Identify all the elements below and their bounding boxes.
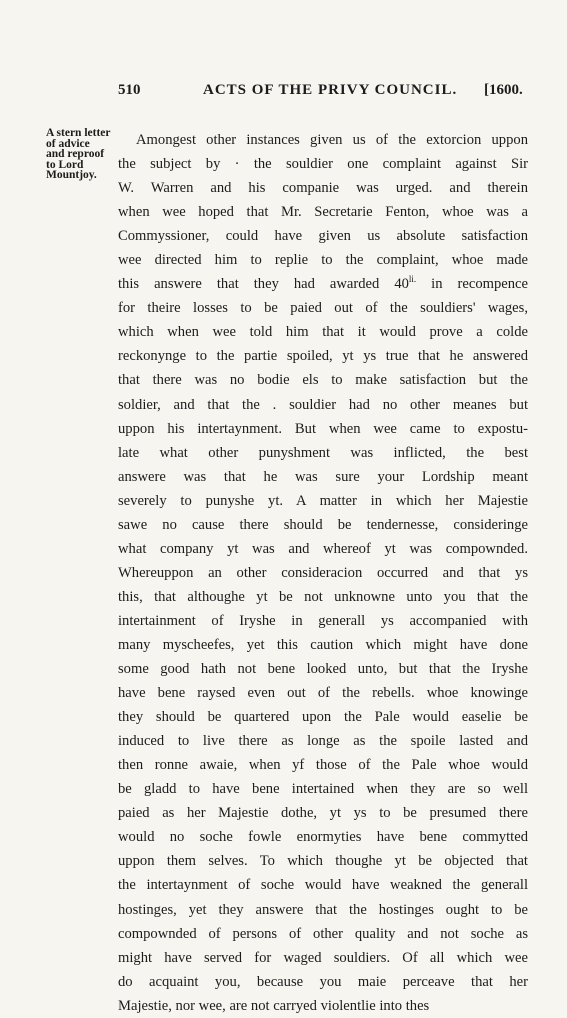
text-line: induced to live there as longe as the spoile lasted and bbox=[118, 733, 528, 750]
pound-superscript: li. bbox=[408, 274, 417, 285]
text-line: they should be quartered upon the Pale would easelie be bbox=[118, 709, 528, 726]
running-title: ACTS OF THE PRIVY COUNCIL. bbox=[203, 82, 458, 98]
margin-note-line: A stern letter bbox=[46, 127, 111, 139]
text-line: have bene raysed even out of the rebells. whoe knowinge bbox=[118, 685, 528, 702]
text-line: severely to punyshe yt. A matter in which her Majestie bbox=[118, 492, 528, 509]
text-line: soldier, and that the . souldier had no other meanes but bbox=[118, 396, 528, 413]
margin-note-line: of advice bbox=[46, 137, 90, 150]
text-line: answere was that he was sure your Lordship meant bbox=[118, 468, 528, 485]
text-line: uppon them selves. To which thoughe yt be objected that bbox=[118, 853, 528, 870]
margin-note bbox=[46, 128, 126, 181]
body-paragraph bbox=[118, 128, 528, 1018]
text-line: W. Warren and his companie was urged. and therein bbox=[118, 180, 528, 197]
text-line: would no soche fowle enormyties have bene commytted bbox=[118, 829, 528, 846]
text-line: many myscheefes, yet this caution which might have done bbox=[118, 636, 528, 653]
text-line: sawe no cause there should be tendernesse, consideringe bbox=[118, 516, 528, 533]
text-line: when wee hoped that Mr. Secretarie Fenton, whoe was a bbox=[118, 204, 528, 221]
text-line: might have served for waged souldiers. Of all which wee bbox=[118, 949, 528, 966]
text-line: which when wee told him that it would prove a colde bbox=[118, 324, 528, 341]
text-line: the subject by · the souldier one complaint against Sir bbox=[118, 156, 528, 173]
text-segment: this answere that they had awarded 40 bbox=[118, 276, 409, 293]
text-line: do acquaint you, because you maie perceave that her bbox=[118, 973, 528, 990]
text-line: Amongest other instances given us of the extorcion uppon bbox=[136, 132, 528, 148]
text-line: for theire losses to be paied out of the souldiers' wages, bbox=[118, 300, 528, 317]
text-line: late what other punyshment was inflicted, the best bbox=[118, 444, 528, 461]
margin-note-line: and reproof bbox=[46, 148, 105, 160]
text-line: be gladd to have bene intertained when they are so well bbox=[118, 781, 528, 798]
text-line-with-superscript bbox=[118, 272, 528, 296]
text-line: uppon his intertaynment. But when wee came to expostu- bbox=[118, 420, 528, 437]
text-line: wee directed him to replie to the complaint, whoe made bbox=[118, 252, 528, 269]
year-label: [1600. bbox=[484, 82, 523, 98]
margin-note-line: Mountjoy. bbox=[46, 169, 97, 181]
text-line: what company yt was and whereof yt was compownded. bbox=[118, 540, 528, 557]
text-line: the intertaynment of soche would have weakned the generall bbox=[118, 877, 528, 894]
text-line: intertainment of Iryshe in generall ys accompanied with bbox=[118, 612, 528, 629]
text-line: Commyssioner, could have given us absolute satisfaction bbox=[118, 228, 528, 245]
text-line: some good hath not bene looked unto, but that the Iryshe bbox=[118, 661, 528, 678]
text-line: this, that althoughe yt be not unknowne unto you that the bbox=[118, 588, 528, 605]
margin-note-line: to Lord bbox=[46, 158, 84, 171]
text-line: paied as her Majestie dothe, yt ys to be presumed there bbox=[118, 805, 528, 822]
text-line: Majestie, nor wee, are not carryed violentlie into thes bbox=[118, 997, 430, 1014]
text-line: Whereuppon an other consideracion occurred and that ys bbox=[118, 564, 528, 581]
text-line: reckonynge to the partie spoiled, yt ys true that he answered bbox=[118, 348, 528, 365]
text-line: that there was no bodie els to make satisfaction but the bbox=[118, 372, 528, 389]
text-segment: in recompence bbox=[416, 276, 529, 293]
text-line: hostinges, yet they answere that the hostinges ought to be bbox=[118, 901, 528, 918]
text-line: compownded of persons of other quality and not soche as bbox=[118, 925, 528, 942]
text-line: then ronne awaie, when yf those of the Pale whoe would bbox=[118, 757, 528, 774]
page-number: 510 bbox=[118, 82, 141, 98]
